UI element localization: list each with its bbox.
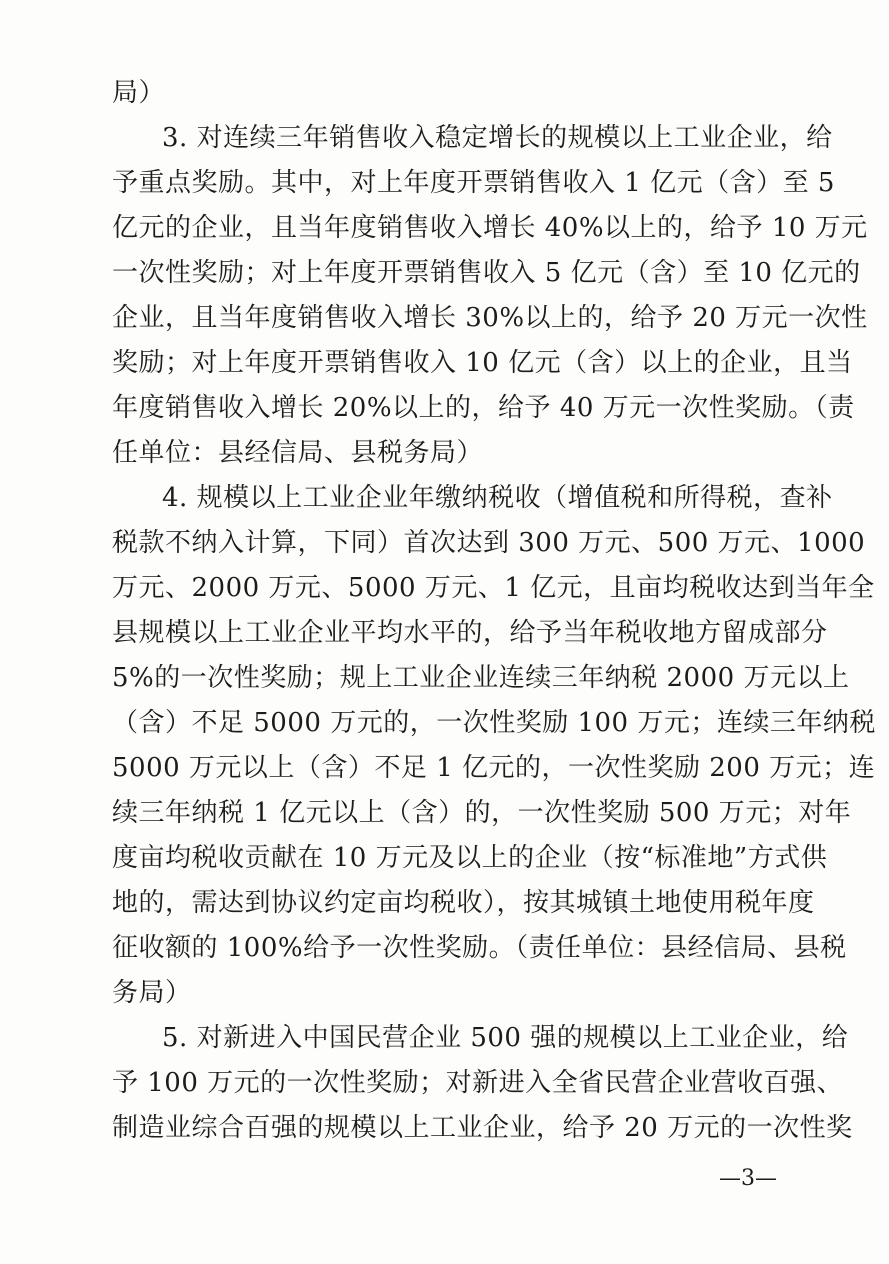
page-number: —3—	[719, 1166, 777, 1191]
text-line: 5. 对新进入中国民营企业 500 强的规模以上工业企业，给	[162, 1023, 849, 1053]
text-line: 万元、2000 万元、5000 万元、1 亿元，且亩均税收达到当年全	[112, 573, 875, 603]
text-line: 亿元的企业，且当年度销售收入增长 40%以上的，给予 10 万元	[112, 213, 868, 243]
text-line: 4. 规模以上工业企业年缴纳税收（增值税和所得税，查补	[162, 483, 833, 513]
text-line: 予重点奖励。其中，对上年度开票销售收入 1 亿元（含）至 5	[112, 168, 835, 198]
text-line: 3. 对连续三年销售收入稳定增长的规模以上工业企业，给	[162, 123, 833, 153]
text-line: 地的，需达到协议约定亩均税收），按其城镇土地使用税年度	[112, 888, 815, 918]
text-line: 续三年纳税 1 亿元以上（含）的，一次性奖励 500 万元；对年	[112, 798, 852, 828]
text-line: 局）	[112, 78, 166, 108]
text-line: 县规模以上工业企业平均水平的，给予当年税收地方留成部分	[112, 618, 828, 648]
text-line: 度亩均税收贡献在 10 万元及以上的企业（按“标准地”方式供	[112, 843, 828, 873]
text-line: 制造业综合百强的规模以上工业企业，给予 20 万元的一次性奖	[112, 1113, 853, 1143]
text-line: 任单位：县经信局、县税务局）	[112, 438, 484, 468]
text-line: 务局）	[112, 978, 192, 1008]
text-line: 予 100 万元的一次性奖励；对新进入全省民营企业营收百强、	[112, 1068, 844, 1098]
text-line: 5%的一次性奖励；规上工业企业连续三年纳税 2000 万元以上	[112, 663, 850, 693]
text-line: （含）不足 5000 万元的，一次性奖励 100 万元；连续三年纳税	[112, 708, 876, 738]
text-line: 企业，且当年度销售收入增长 30%以上的，给予 20 万元一次性	[112, 303, 868, 333]
text-line: 5000 万元以上（含）不足 1 亿元的，一次性奖励 200 万元；连	[112, 753, 876, 783]
text-line: 奖励；对上年度开票销售收入 10 亿元（含）以上的企业，且当	[112, 348, 853, 378]
text-line: 征收额的 100%给予一次性奖励。（责任单位：县经信局、县税	[112, 933, 847, 963]
text-line: 一次性奖励；对上年度开票销售收入 5 亿元（含）至 10 亿元的	[112, 258, 861, 288]
text-line: 年度销售收入增长 20%以上的，给予 40 万元一次性奖励。（责	[112, 393, 855, 423]
text-line: 税款不纳入计算，下同）首次达到 300 万元、500 万元、1000	[112, 528, 866, 558]
